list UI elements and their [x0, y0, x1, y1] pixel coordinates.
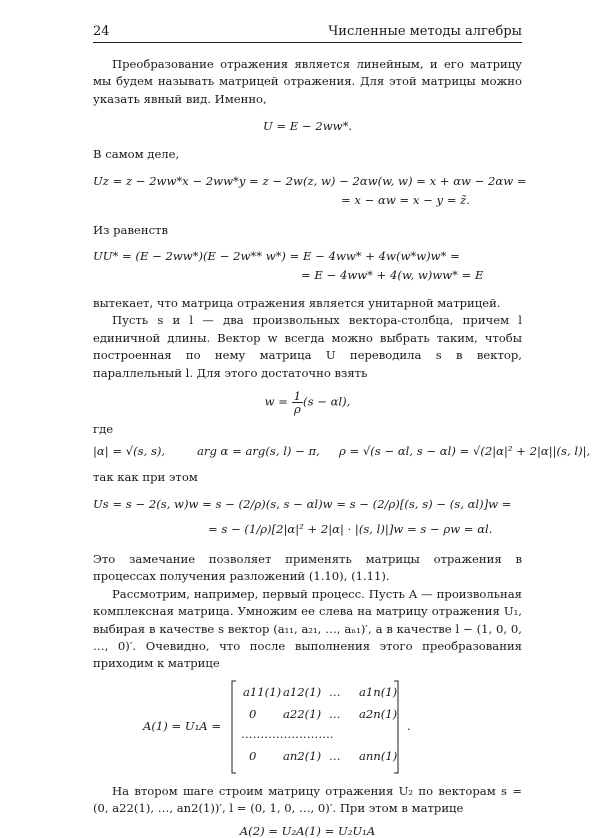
equation-matrix [93, 679, 522, 775]
matrix-body [239, 685, 397, 775]
equation-Us-line2 [93, 522, 522, 541]
matrix-cell: ann(1) [359, 748, 398, 763]
equation-text: UU* = (E − 2ww*)(E − 2w** w*) = E − 4ww* + 4w(w*w)w* = [93, 249, 460, 264]
header-rule [93, 42, 522, 43]
matrix-cell: a1n(1) [359, 684, 398, 699]
equation-part: ρ = √(s − αl, s − αl) = √(2|α|² + 2|α||(s, l)|, [339, 444, 591, 459]
matrix-tail: . [407, 718, 411, 733]
equation-text: Us = s − 2(s, w)w = s − (2/ρ)(s, s − αl)w = s − (2/ρ)[(s, s) − (s, αl)]w = [93, 496, 512, 511]
equation-rhs: (s − αl), [303, 394, 351, 409]
equation-Us-line1 [93, 497, 522, 516]
equation-UU-line1 [93, 249, 522, 268]
equation-Uz-line1 [93, 173, 527, 193]
matrix-cell: a2n(1) [359, 706, 398, 721]
equation-text: = x − αw = x − y = z̃. [341, 192, 470, 207]
page-body [93, 56, 591, 838]
matrix-cell: … [329, 684, 341, 699]
equation-text: Uz = z − 2ww*x − 2ww*y = z − 2w(z, w) − 2αw(w, w) = x + αw − 2αw = [93, 173, 527, 188]
paragraph: Преобразование отражения является линейным, и его матрицу мы будем называть матрицей отражения. Для этой матрицы можно указать явный вид. Именно, [93, 57, 522, 106]
matrix-cell: … [329, 748, 341, 763]
equation-U: U = E − 2ww*. [262, 119, 353, 134]
equation-Uz-line2 [93, 193, 522, 212]
paragraph: На втором шаге строим матрицу отражения U₂ по векторам s = (0, a22(1), …, an2(1))′, l = (0, 1, 0, …, 0)′. При этом в матрице [93, 783, 522, 816]
equation-text: = s − (1/ρ)[2|α|² + 2|α| · |(s, l)|]w = s − ρw = αl. [208, 521, 493, 536]
fraction-denominator: ρ [293, 402, 301, 417]
matrix-cell: 0 [249, 748, 257, 763]
paragraph: вытекает, что матрица отражения является унитарной матрицей. [93, 296, 501, 311]
paragraph: Это замечание позволяет применять матрицы отражения в процессах получения разложений (1.10), (1.11). [93, 551, 522, 584]
equation-UU-line2 [93, 268, 522, 287]
equation-w [93, 390, 522, 415]
equation-where [93, 444, 591, 463]
equation-A2: A(2) = U₂A(1) = U₂U₁A [239, 823, 376, 838]
matrix-dots: …………………… [241, 726, 334, 741]
paragraph: Рассмотрим, например, первый процесс. Пусть A — произвольная комплексная матрица. Умножим ее слева на матрицу отражения U₁, выбирая в качестве s вектор (a₁₁, a₂₁, …, aₙ₁)′, а в качестве l − (1, 0, 0, …, 0)′. Очевидно, что после выполнения этого преобразования приходим к матрице [93, 586, 522, 671]
paragraph: так как при этом [93, 470, 198, 485]
equation-part: |α| = √(s, s), [93, 444, 166, 459]
matrix-cell: a11(1) [243, 684, 282, 699]
paragraph: Пусть s и l — два произвольных вектора-столбца, причем l единичной длины. Вектор w всегда можно выбрать таким, чтобы построенная по нему матрица U переводила s в вектор, параллельный l. Для этого достаточно взять [93, 313, 522, 380]
paragraph: В самом деле, [93, 147, 180, 162]
matrix-cell: a12(1) [283, 684, 322, 699]
matrix-lhs: A(1) = U₁A = [143, 718, 222, 733]
paragraph: Из равенств [93, 222, 169, 237]
fraction [292, 390, 303, 415]
paragraph: где [93, 422, 114, 437]
equation-lhs: w = [264, 394, 288, 409]
fraction-numerator: 1 [293, 389, 302, 404]
matrix-cell: a22(1) [283, 706, 322, 721]
equation-text: = E − 4ww* + 4(w, w)ww* = E [301, 268, 484, 283]
matrix-cell: 0 [249, 706, 257, 721]
page-number: 24 [93, 24, 110, 39]
equation-part: arg α = arg(s, l) − π, [197, 444, 320, 459]
running-title: Численные методы алгебры [328, 24, 522, 39]
matrix-cell: … [329, 706, 341, 721]
matrix-cell: an2(1) [283, 748, 322, 763]
